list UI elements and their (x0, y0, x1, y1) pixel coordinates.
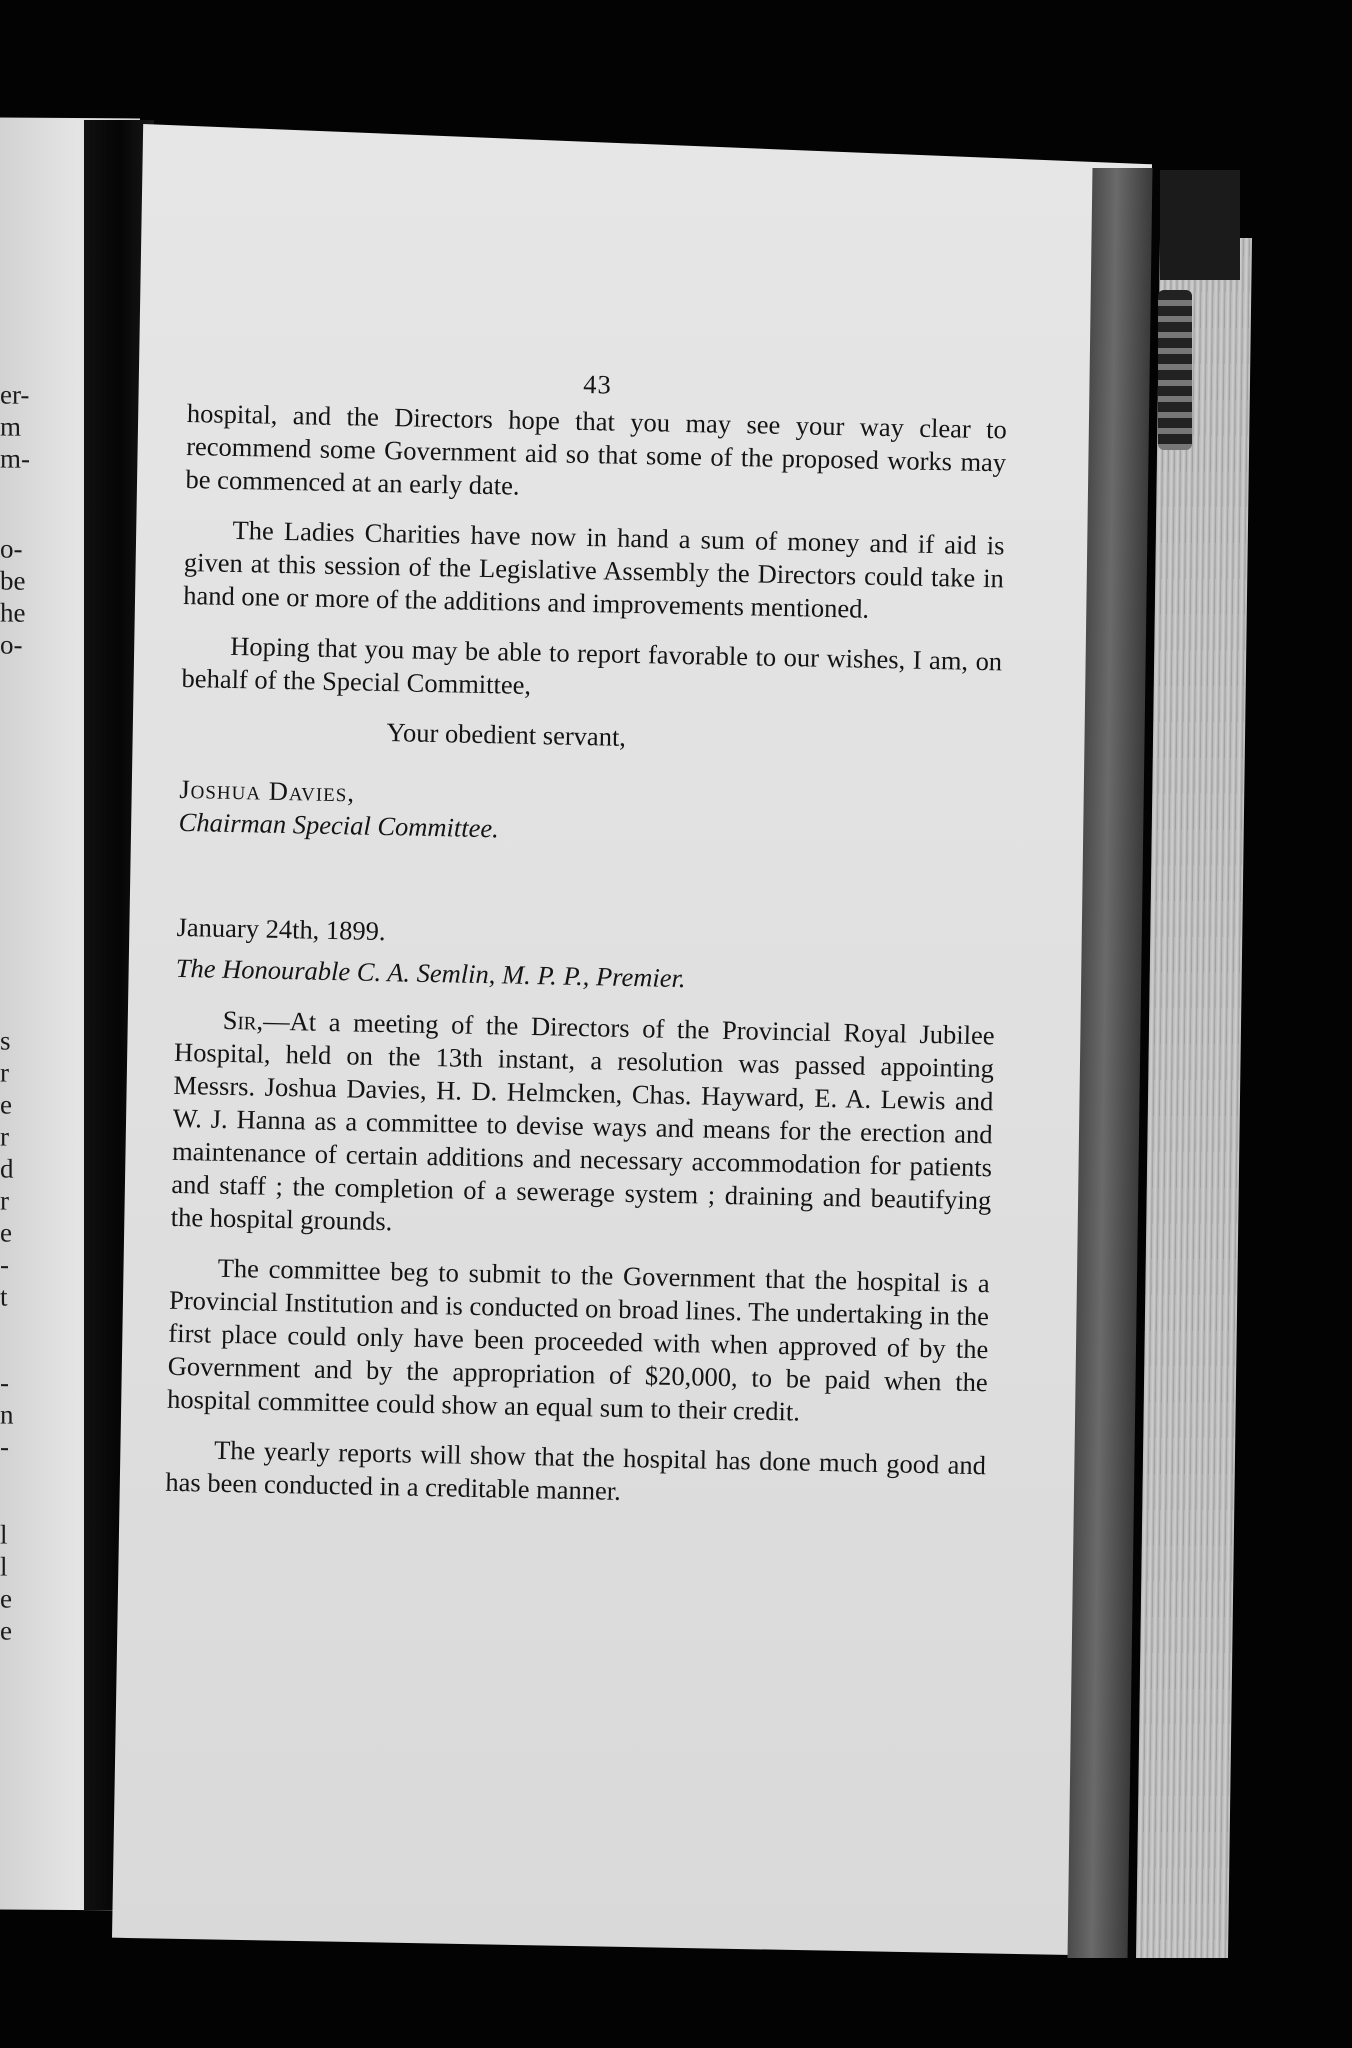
paragraph: The committee beg to submit to the Government that the hospital is a Provincial Institution and is conducted on broad lines. The undertaking in the first place could only have been proceeded with when approved of by the Government and by the appropriation of $20,000, to be paid when the hospital committee could show an equal sum to their credit. (166, 1252, 990, 1427)
salutation: Sir, (222, 1004, 264, 1036)
fragment: r (0, 1121, 9, 1152)
fragment: r (0, 1185, 9, 1216)
fragment: e (0, 1089, 12, 1120)
paragraph: hospital, and the Directors hope that you may see your way clear to recommend some Government aid so that some of the proposed works may be commenced at an early date. (185, 397, 1008, 501)
fragment: l (0, 1551, 8, 1582)
closing-line: Your obedient servant, (386, 717, 627, 752)
fragment: e (0, 1615, 12, 1646)
paragraph: The Ladies Charities have now in hand a sum of money and if aid is given at this session of the Legislative Assembly the Directors could take in hand one or more of the additions and improvements mentioned. (182, 514, 1005, 624)
fragment: l (0, 1519, 8, 1550)
fragment: m (0, 411, 22, 442)
fragment: e (0, 1217, 12, 1248)
paragraph: Hoping that you may be able to report favorable to our wishes, I am, on behalf of the Special Committee, (181, 630, 1003, 700)
fragment: - (0, 1431, 9, 1462)
book-corner (1160, 170, 1240, 280)
page-number: 43 (583, 368, 613, 400)
paragraph-body: —At a meeting of the Directors of the Provincial Royal Jubilee Hospital, held on the 13th instant, a resolution was passed appointing Messrs. Joshua Davies, H. D. Helmcken, Chas. Hayward, E. A. Lewis and W. J. Hanna as a committee to devise ways and means for the erection and maintenance of certain additions and necessary accommodation for patients and staff ; the completion of a sewerage system ; draining and beautifying the hospital grounds. (170, 1005, 995, 1237)
paragraph: The yearly reports will show that the hospital has done much good and has been conducted in a creditable manner. (165, 1434, 987, 1506)
signature-name: Joshua Davies, (179, 773, 356, 808)
paragraph (170, 1003, 994, 1250)
fragment: s (0, 1025, 11, 1056)
fragment: t (0, 1281, 8, 1312)
fragment: be (0, 565, 26, 596)
fragment: o- (0, 629, 23, 660)
fragment: er- (0, 379, 30, 410)
fragment: he (0, 597, 26, 628)
signature-title: Chairman Special Committee. (178, 806, 500, 844)
fragment: r (0, 1057, 9, 1088)
fragment: e (0, 1583, 12, 1614)
letter-addressee: The Honourable C. A. Semlin, M. P. P., Premier. (175, 952, 686, 994)
fragment: - (0, 1249, 9, 1280)
fragment: n (0, 1399, 14, 1430)
fragment: m- (0, 443, 30, 474)
fragment: o- (0, 533, 23, 564)
page-block-edge (1136, 238, 1252, 1958)
fragment: - (0, 1367, 9, 1398)
letter-date: January 24th, 1899. (176, 911, 386, 947)
fragment: d (0, 1153, 14, 1184)
spine-ornament-icon (1158, 290, 1192, 450)
page-text (165, 360, 1008, 1532)
